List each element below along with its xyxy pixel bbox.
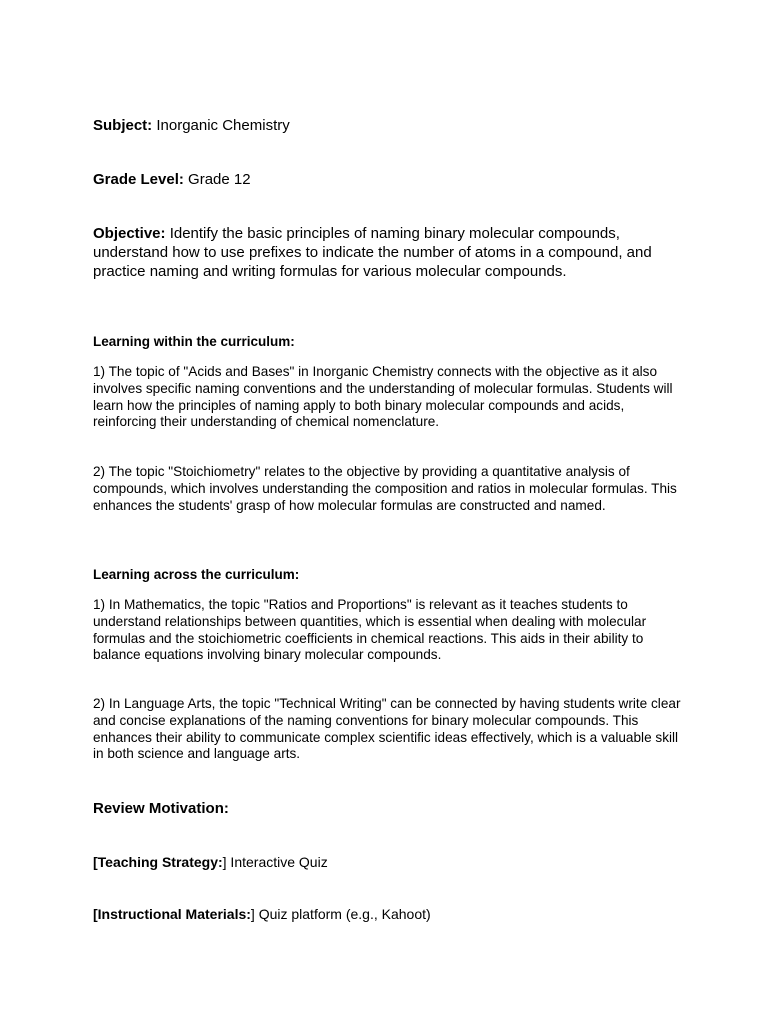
subject-value: Inorganic Chemistry — [152, 117, 290, 134]
within-curriculum-item-2: 2) The topic "Stoichiometry" relates to the objective by providing a quantitative analysis of compounds, which involves understanding the composition and ratios in molecular formulas. This enhances the students' grasp of how molecular formulas are constructed and named. — [93, 464, 677, 513]
subject-line — [93, 116, 683, 135]
objective-value: Identify the basic principles of naming binary molecular compounds, understand how to use prefixes to indicate the number of atoms in a compound, and practice naming and writing formulas for various molecular compounds. — [93, 225, 652, 280]
instructional-materials-value: ] Quiz platform (e.g., Kahoot) — [250, 906, 431, 922]
grade-level-line — [93, 170, 683, 189]
across-curriculum-heading: Learning across the curriculum: — [93, 567, 300, 582]
grade-level-label: Grade Level: — [93, 171, 184, 188]
objective-paragraph — [93, 224, 678, 281]
across-curriculum-item-2: 2) In Language Arts, the topic "Technical Writing" can be connected by having students write clear and concise explanations of the naming conventions for binary molecular compounds. This enhances their ability to communicate complex scientific ideas effectively, which is a valuable skill in both science and language arts. — [93, 696, 681, 762]
teaching-strategy-label: [Teaching Strategy: — [93, 854, 223, 870]
grade-level-value: Grade 12 — [183, 171, 251, 188]
subject-label: Subject: — [93, 117, 153, 134]
objective-label: Objective: — [93, 225, 166, 242]
instructional-materials-line — [93, 905, 431, 923]
within-curriculum-heading: Learning within the curriculum: — [93, 334, 295, 349]
teaching-strategy-line — [93, 853, 328, 871]
instructional-materials-label: [Instructional Materials: — [93, 906, 251, 922]
review-motivation-heading: Review Motivation: — [93, 800, 229, 817]
across-curriculum-item-1: 1) In Mathematics, the topic "Ratios and Proportions" is relevant as it teaches students to understand relationships between quantities, which is essential when dealing with molecular formulas and the stoichiometric coefficients in chemical reactions. This aids in their ability to balance equations involving binary molecular compounds. — [93, 597, 647, 663]
within-curriculum-item-1: 1) The topic of "Acids and Bases" in Inorganic Chemistry connects with the objective as it also involves specific naming conventions and the understanding of molecular formulas. Students will learn how the principles of naming apply to both binary molecular compounds and acids, reinforcing their understanding of chemical nomenclature. — [93, 364, 673, 430]
teaching-strategy-value: ] Interactive Quiz — [222, 854, 328, 870]
